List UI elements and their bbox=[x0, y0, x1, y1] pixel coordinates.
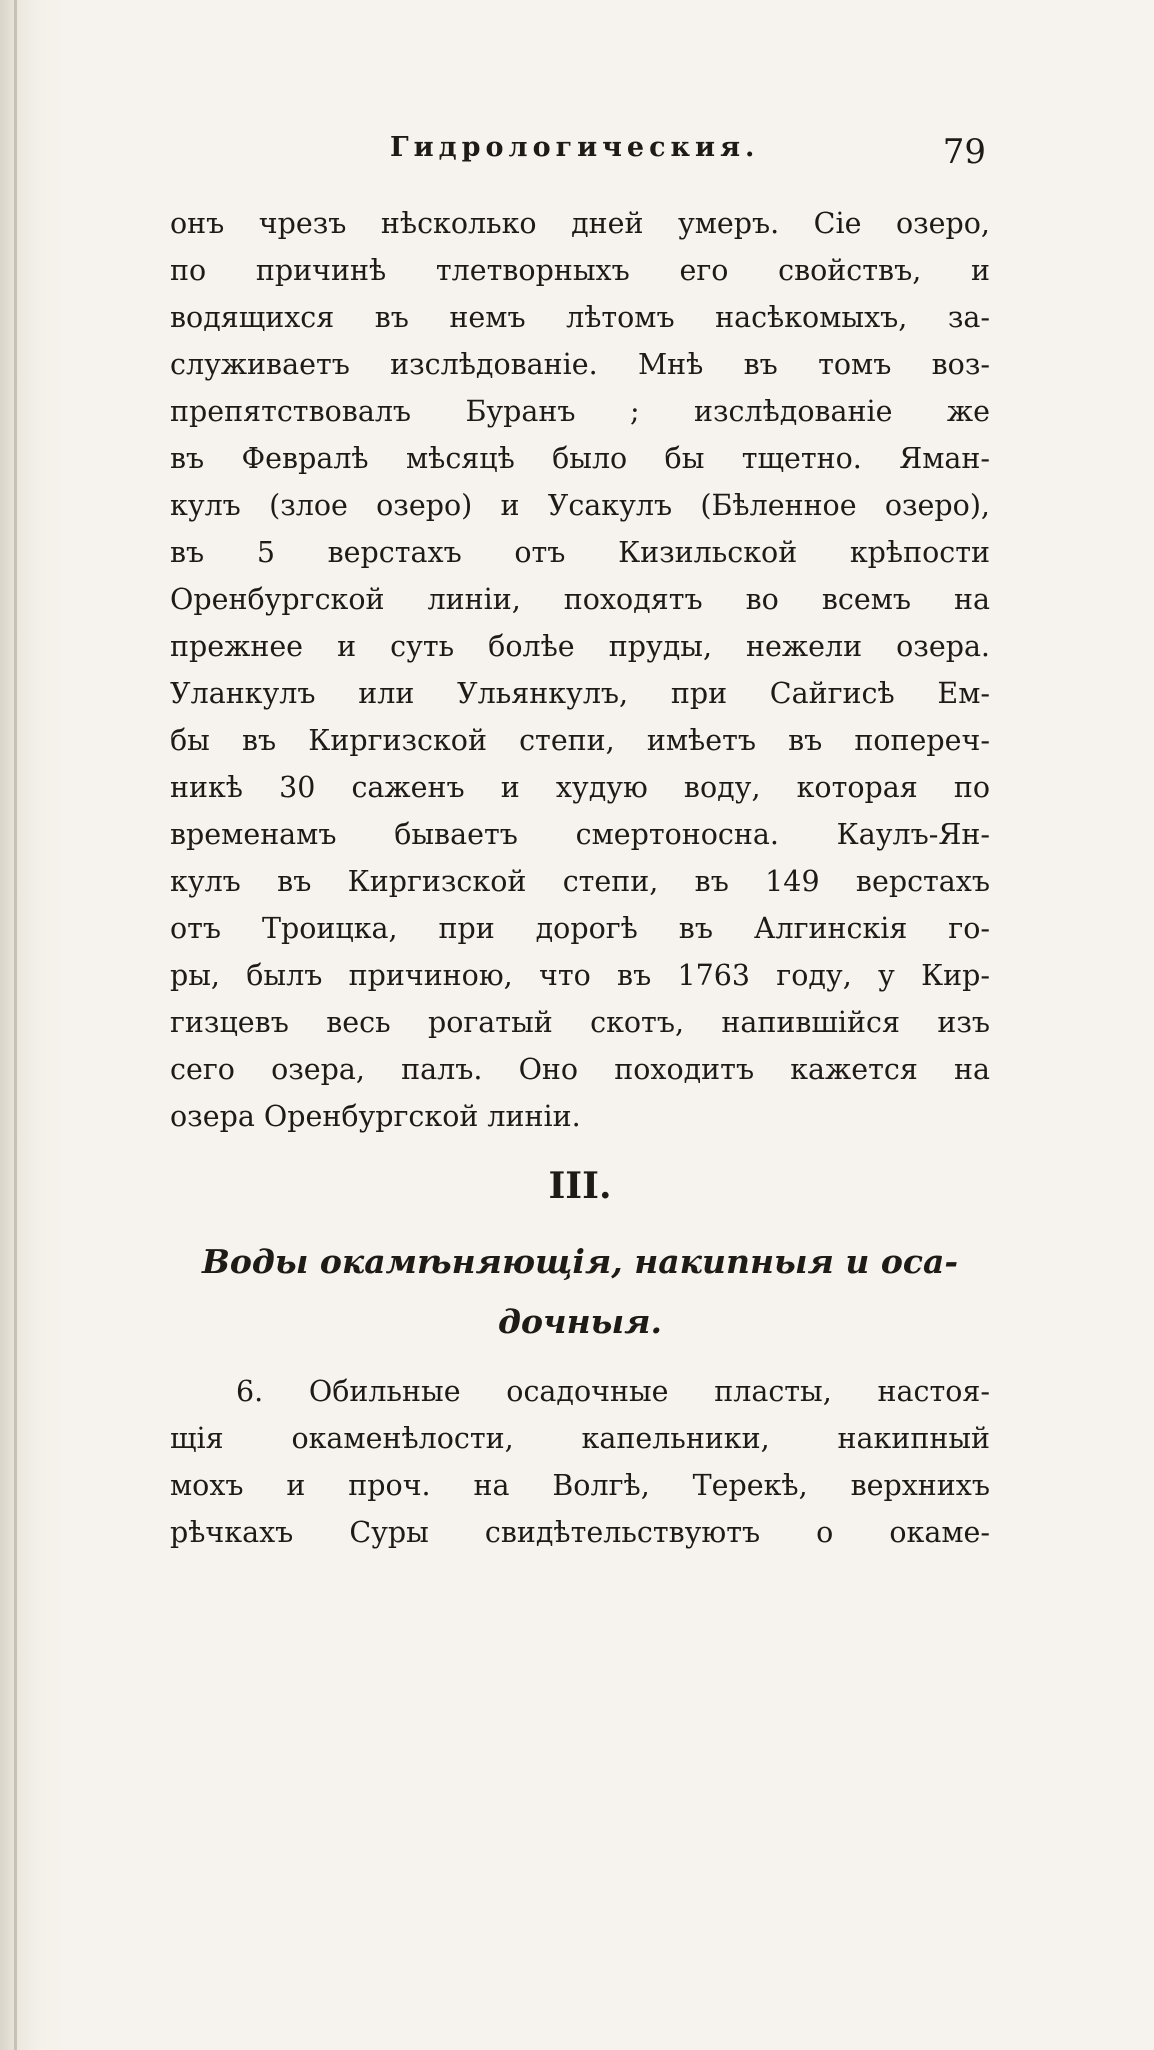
section-title bbox=[170, 1232, 990, 1352]
text-line: въ 5 верстахъ отъ Кизильской крѣпости bbox=[170, 536, 990, 569]
page-spine-edge bbox=[14, 0, 17, 2050]
text-line: временамъ бываетъ смертоносна. Каулъ-Ян- bbox=[170, 818, 990, 851]
text-line: Уланкулъ или Ульянкулъ, при Сайгисѣ Ем- bbox=[170, 677, 990, 710]
text-line: водящихся въ немъ лѣтомъ насѣкомыхъ, за- bbox=[170, 301, 990, 334]
paragraph-continued bbox=[170, 200, 990, 1140]
text-line: кулъ въ Киргизской степи, въ 149 верстахъ bbox=[170, 865, 990, 898]
text-line: 6. Обильные осадочные пласты, настоя- bbox=[236, 1375, 990, 1408]
text-line: кулъ (злое озеро) и Усакулъ (Бѣленное озеро), bbox=[170, 489, 990, 522]
paragraph-6 bbox=[170, 1368, 990, 1556]
text-line: ры, былъ причиною, что въ 1763 году, у Кир- bbox=[170, 959, 990, 992]
running-title: Гидрологическия. bbox=[390, 132, 760, 163]
text-line: сего озера, палъ. Оно походитъ кажется на bbox=[170, 1053, 990, 1086]
text-line: прежнее и суть болѣе пруды, нежели озера. bbox=[170, 630, 990, 663]
page-number: 79 bbox=[942, 132, 986, 172]
page-header bbox=[170, 132, 1000, 172]
text-line: никѣ 30 саженъ и худую воду, которая по bbox=[170, 771, 990, 804]
section-number: III. bbox=[548, 1165, 612, 1207]
text-line: озера Оренбургской линіи. bbox=[170, 1100, 581, 1133]
text-line: Оренбургской линіи, походятъ во всемъ на bbox=[170, 583, 990, 616]
text-line: въ Февралѣ мѣсяцѣ было бы тщетно. Яман- bbox=[170, 442, 990, 475]
text-line: служиваетъ изслѣдованіе. Мнѣ въ томъ воз- bbox=[170, 348, 990, 381]
text-line: гизцевъ весь рогатый скотъ, напившійся изъ bbox=[170, 1006, 990, 1039]
text-line: мохъ и проч. на Волгѣ, Терекѣ, верхнихъ bbox=[170, 1469, 990, 1502]
section-title-line: Воды окамѣняющія, накипныя и оса- bbox=[201, 1242, 959, 1281]
text-line: рѣчкахъ Суры свидѣтельствуютъ о окаме- bbox=[170, 1516, 990, 1549]
text-line: препятствовалъ Буранъ ; изслѣдованіе же bbox=[170, 395, 990, 428]
text-line: по причинѣ тлетворныхъ его свойствъ, и bbox=[170, 254, 990, 287]
text-line: отъ Троицка, при дорогѣ въ Алгинскія го- bbox=[170, 912, 990, 945]
text-line: щія окаменѣлости, капельники, накипный bbox=[170, 1422, 990, 1455]
text-line: онъ чрезъ нѣсколько дней умеръ. Сіе озеро, bbox=[170, 207, 990, 240]
text-line: бы въ Киргизской степи, имѣетъ въ попереч- bbox=[170, 724, 990, 757]
section-title-line: дочныя. bbox=[498, 1302, 662, 1341]
